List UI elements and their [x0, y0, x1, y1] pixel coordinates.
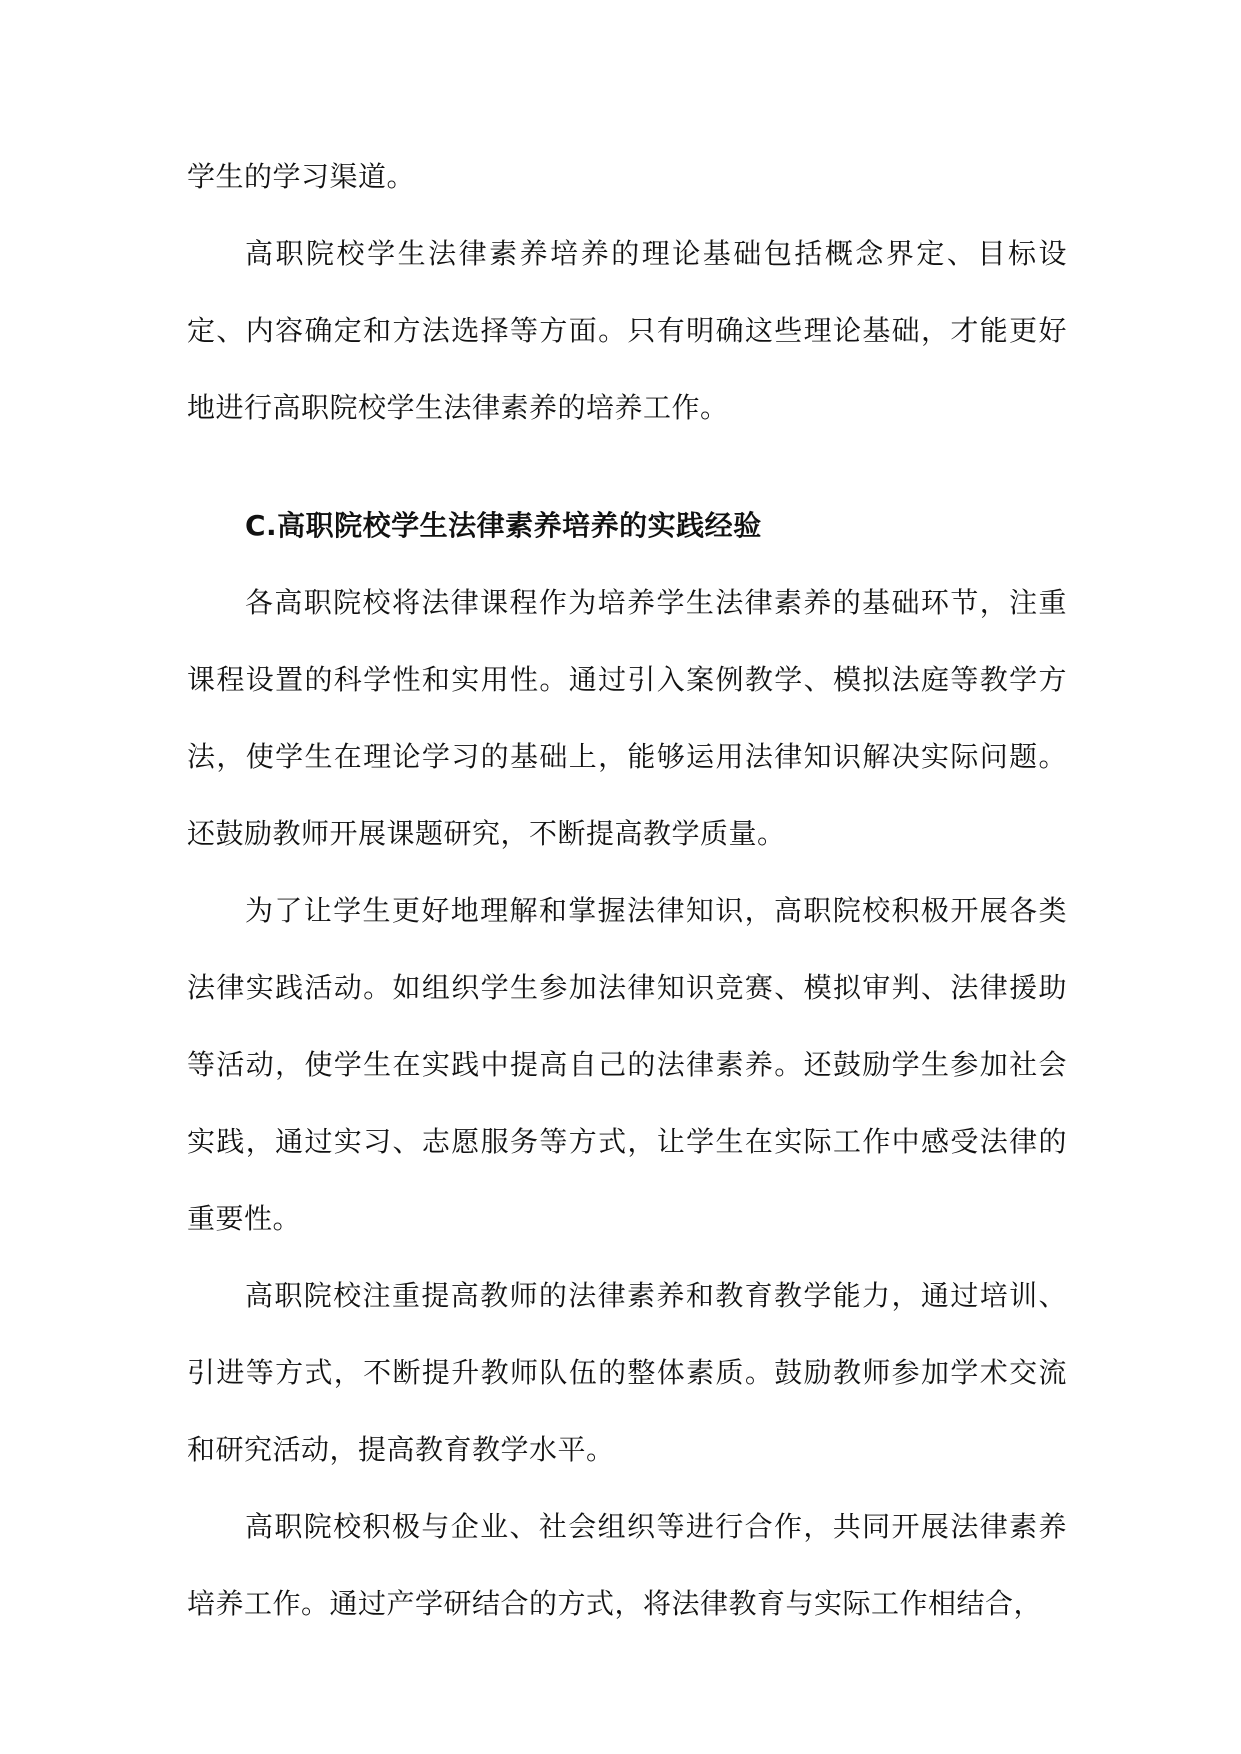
paragraph-law-courses: 各高职院校将法律课程作为培养学生法律素养的基础环节，注重课程设置的科学性和实用性。通过引入案例教学、模拟法庭等教学方法，使学生在理论学习的基础上，能够运用法律知识解决实际问题。还鼓励教师开展课题研究，不断提高教学质量。 — [187, 586, 1067, 850]
document-body — [187, 138, 1067, 1642]
paragraph-practice-activities: 为了让学生更好地理解和掌握法律知识，高职院校积极开展各类法律实践活动。如组织学生参加法律知识竞赛、模拟审判、法律援助等活动，使学生在实践中提高自己的法律素养。还鼓励学生参加社会实践，通过实习、志愿服务等方式，让学生在实际工作中感受法律的重要性。 — [187, 894, 1067, 1235]
paragraph-continuation: 学生的学习渠道。 — [187, 160, 416, 193]
paragraph-teacher-training: 高职院校注重提高教师的法律素养和教育教学能力，通过培训、引进等方式，不断提升教师队伍的整体素质。鼓励教师参加学术交流和研究活动，提高教育教学水平。 — [187, 1279, 1067, 1466]
paragraph-theory-basis: 高职院校学生法律素养培养的理论基础包括概念界定、目标设定、内容确定和方法选择等方面。只有明确这些理论基础，才能更好地进行高职院校学生法律素养的培养工作。 — [187, 237, 1067, 424]
section-heading: C.高职院校学生法律素养培养的实践经验 — [245, 509, 762, 542]
paragraph-cooperation: 高职院校积极与企业、社会组织等进行合作，共同开展法律素养培养工作。通过产学研结合的方式，将法律教育与实际工作相结合， — [187, 1510, 1067, 1620]
